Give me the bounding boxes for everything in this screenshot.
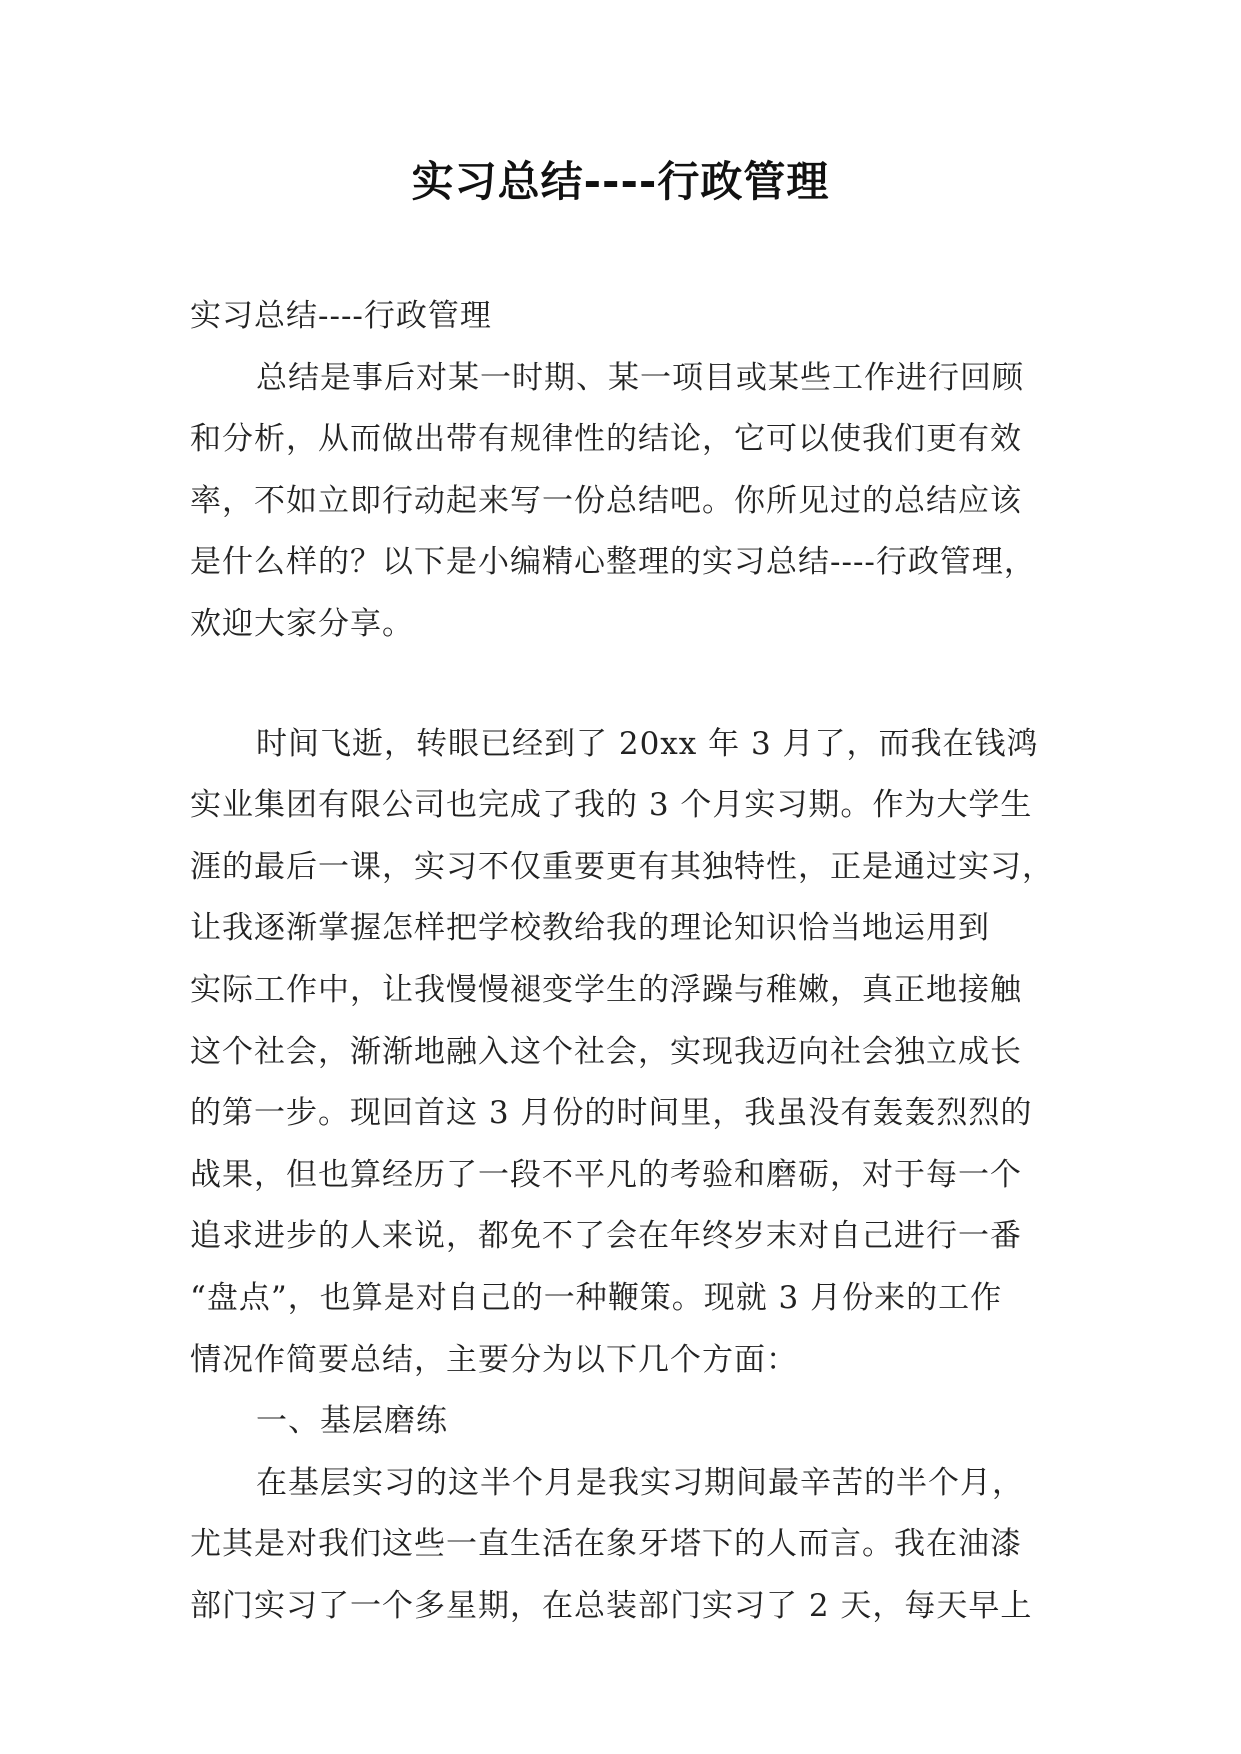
paragraph-line: 和分析，从而做出带有规律性的结论，它可以使我们更有效 (190, 421, 1022, 458)
paragraph-line: 让我逐渐掌握怎样把学校教给我的理论知识恰当地运用到 (190, 910, 990, 947)
paragraph-line: 尤其是对我们这些一直生活在象牙塔下的人而言。我在油漆 (190, 1526, 1022, 1563)
document-body (190, 286, 1052, 1637)
paragraph-line: 在基层实习的这半个月是我实习期间最辛苦的半个月， (256, 1464, 1024, 1501)
document-title: 实习总结----行政管理 (411, 157, 830, 206)
paragraph-line: 部门实习了一个多星期，在总装部门实习了 2 天，每天早上 (190, 1587, 1033, 1624)
paragraph-gap (190, 656, 1052, 714)
paragraph-line: 涯的最后一课，实习不仅重要更有其独特性，正是通过实习， (190, 848, 1054, 885)
paragraph-line: 实业集团有限公司也完成了我的 3 个月实习期。作为大学生 (190, 787, 1033, 824)
paragraph-line: 这个社会，渐渐地融入这个社会，实现我迈向社会独立成长 (190, 1033, 1022, 1070)
paragraph-line: 实际工作中，让我慢慢褪变学生的浮躁与稚嫩，真正地接触 (190, 971, 1022, 1008)
paragraph-line: “盘点”，也算是对自己的一种鞭策。现就 3 月份来的工作 (190, 1279, 1003, 1316)
paragraph-line: 情况作简要总结，主要分为以下几个方面： (190, 1341, 798, 1378)
paragraph-line: 是什么样的？以下是小编精心整理的实习总结----行政管理， (190, 544, 1036, 581)
paragraph-line: 战果，但也算经历了一段不平凡的考验和磨砺，对于每一个 (190, 1156, 1022, 1193)
paragraph-line: 时间飞逝，转眼已经到了 20xx 年 3 月了，而我在钱鸿 (256, 725, 1039, 762)
paragraph-line: 的第一步。现回首这 3 月份的时间里，我虽没有轰轰烈烈的 (190, 1095, 1033, 1132)
paragraph-line: 总结是事后对某一时期、某一项目或某些工作进行回顾 (256, 359, 1024, 396)
paragraph-line: 追求进步的人来说，都免不了会在年终岁末对自己进行一番 (190, 1218, 1022, 1255)
paragraph-line: 欢迎大家分享。 (190, 605, 414, 642)
section-heading: 一、基层磨练 (256, 1403, 448, 1440)
subtitle-line: 实习总结----行政管理 (190, 298, 492, 334)
paragraph-line: 率，不如立即行动起来写一份总结吧。你所见过的总结应该 (190, 482, 1022, 519)
